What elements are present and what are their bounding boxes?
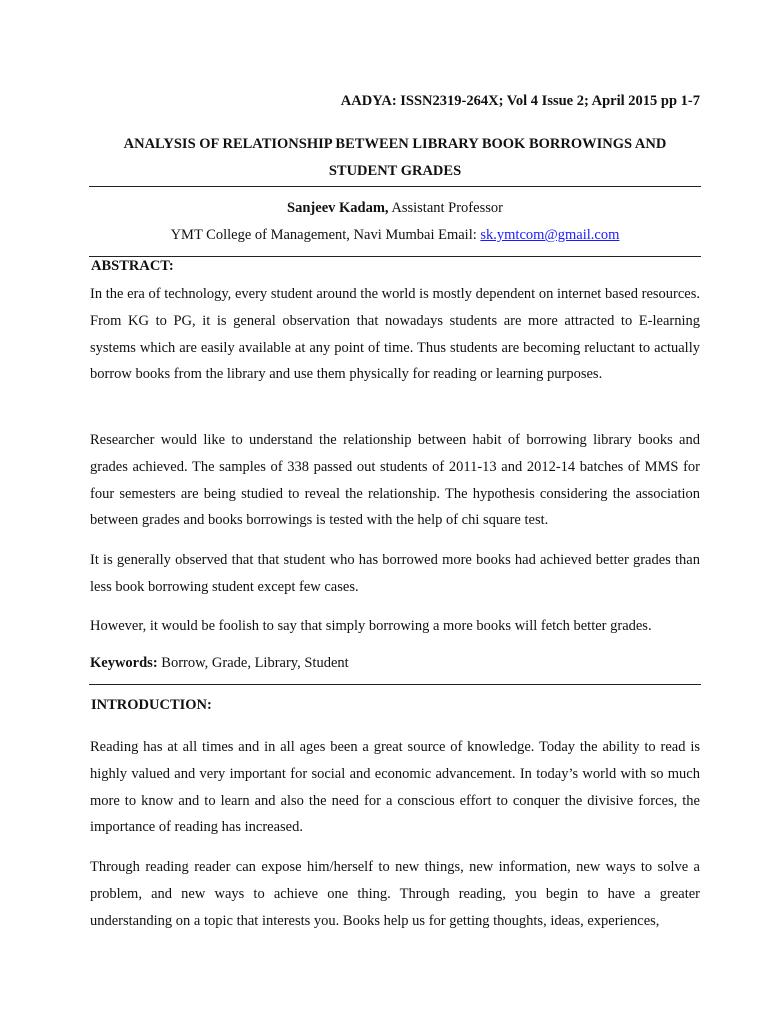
keywords-label: Keywords: <box>90 655 158 671</box>
abstract-divider <box>89 684 701 685</box>
author-line <box>89 200 701 217</box>
title-divider <box>89 186 701 187</box>
paper-title: ANALYSIS OF RELATIONSHIP BETWEEN LIBRARY BOOK BORROWINGS AND STUDENT GRADES <box>123 136 667 179</box>
keywords-list: Borrow, Grade, Library, Student <box>157 655 349 671</box>
introduction-paragraph: Through reading reader can expose him/herself to new things, new information, new ways to solve a problem, and new ways to achieve one thing. Through reading, you begin to have a greater understanding on a topic that interests you. Books help us for getting thoughts, ideas, experiences, <box>90 859 700 929</box>
email-link[interactable]: sk.ymtcom@gmail.com <box>480 227 620 243</box>
abstract-paragraph: Researcher would like to understand the relationship between habit of borrowing library books and grades achieved. The samples of 338 passed out students of 2011-13 and 2012-14 batches of MMS for four semesters are being studied to reveal the relationship. The hypothesis considering the association between grades and books borrowings is tested with the help of chi square test. <box>90 432 700 529</box>
keywords-line <box>90 655 349 672</box>
abstract-heading: ABSTRACT: <box>91 258 174 274</box>
author-name: Sanjeev Kadam, <box>287 200 389 216</box>
abstract-paragraph: It is generally observed that that student who has borrowed more books had achieved better grades than less book borrowing student except few cases. <box>90 552 700 595</box>
affiliation-line <box>89 227 701 244</box>
affiliation-text: YMT College of Management, Navi Mumbai Email: <box>170 227 481 243</box>
author-divider <box>89 256 701 257</box>
introduction-paragraph: Reading has at all times and in all ages been a great source of knowledge. Today the ability to read is highly valued and very important for social and economic advancement. In today’s world with so much more to know and to learn and also the need for a conscious effort to conquer the divisive forces, the importance of reading has increased. <box>90 739 700 836</box>
author-role: Assistant Professor <box>388 200 503 216</box>
introduction-heading: INTRODUCTION: <box>91 697 212 713</box>
abstract-paragraph: However, it would be foolish to say that simply borrowing a more books will fetch better grades. <box>90 618 652 634</box>
abstract-paragraph: In the era of technology, every student around the world is mostly dependent on internet based resources. From KG to PG, it is general observation that nowadays students are more attracted to E-learning systems which are easily available at any point of time. Thus students are becoming reluctant to actually borrow books from the library and use them physically for reading or learning purposes. <box>90 286 700 383</box>
journal-citation: AADYA: ISSN2319-264X; Vol 4 Issue 2; April 2015 pp 1-7 <box>340 93 700 109</box>
